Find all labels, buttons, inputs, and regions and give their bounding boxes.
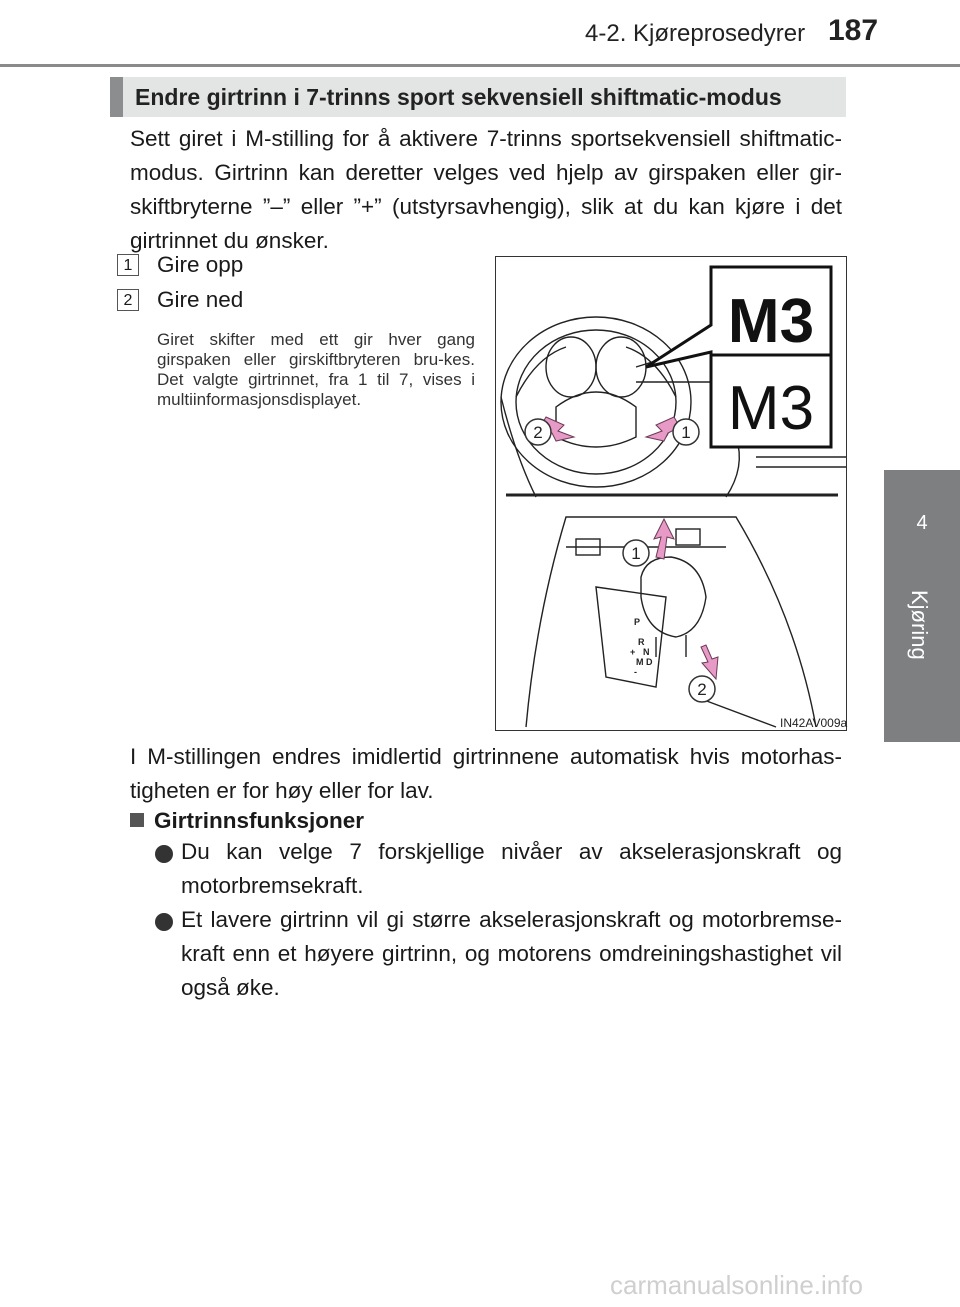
bullet-icon — [155, 845, 173, 863]
gate-label-n: N — [643, 647, 650, 657]
gate-label-m: M — [636, 657, 644, 667]
watermark: carmanualsonline.info — [610, 1270, 863, 1300]
gate-label-d: D — [646, 657, 653, 667]
callout-2-top: 2 — [533, 423, 543, 442]
after-figure-paragraph: I M-stillingen endres imidlertid girtrinnene automatisk hvis motorhas-tigheten er for høy eller for lav. — [130, 744, 842, 803]
step-number-2: 2 — [117, 289, 139, 311]
callout-2-bottom: 2 — [697, 680, 707, 699]
section-title-bar — [110, 77, 846, 117]
subheading-text: Girtrinnsfunksjoner — [154, 808, 365, 833]
gate-label-p: P — [634, 617, 641, 627]
step-number-1: 1 — [117, 254, 139, 276]
running-header-section: 4-2. Kjøreprosedyrer — [585, 20, 806, 47]
chapter-number: 4 — [916, 512, 928, 534]
step-label-2: Gire ned — [157, 287, 244, 312]
subheading — [130, 808, 364, 834]
page-number: 187 — [828, 14, 879, 47]
chapter-label: Kjøring — [907, 590, 932, 660]
chapter-tab — [884, 470, 960, 742]
gate-label-r: R — [638, 637, 645, 647]
figure-code: IN42AV009a — [780, 716, 848, 730]
step-label-1: Gire opp — [157, 252, 244, 277]
callout-1-top: 1 — [681, 423, 691, 442]
bullet-icon — [155, 913, 173, 931]
callout-1-bottom: 1 — [631, 544, 641, 563]
illustration-svg — [496, 257, 847, 731]
header-divider — [0, 64, 960, 67]
bullet-text-1: Du kan velge 7 forskjellige nivåer av akselerasjonskraft og motorbremsekraft. — [181, 839, 842, 898]
display-bottom-reading: M3 — [727, 374, 815, 443]
gate-label-plus: + — [630, 647, 636, 657]
shift-illustration — [495, 256, 847, 731]
gate-label-minus: - — [634, 667, 637, 677]
note-paragraph: Giret skifter med ett gir hver gang girspaken eller girskiftbryteren bru-kes. Det valgte girtrinnet, fra 1 til 7, vises i multiinformasjonsdisplayet. — [157, 330, 475, 409]
square-bullet-icon — [130, 813, 144, 827]
bullet-text-2: Et lavere girtrinn vil gi større akselerasjonskraft og motorbremse-kraft enn et høyere girtrinn, og motorens omdreiningshastighet vil også øke. — [181, 907, 842, 1000]
display-top-reading: M3 — [727, 287, 815, 356]
section-title: Endre girtrinn i 7-trinns sport sekvensiell shiftmatic-modus — [135, 84, 782, 110]
intro-paragraph: Sett giret i M-stilling for å aktivere 7-trinns sportsekvensiell shiftmatic-modus. Girtrinn kan deretter velges ved hjelp av girspaken eller gir-skiftbryterne ”–” eller ”+” (utstyrsavhengig), slik at du kan kjøre i det girtrinnet du ønsker. — [130, 126, 842, 253]
